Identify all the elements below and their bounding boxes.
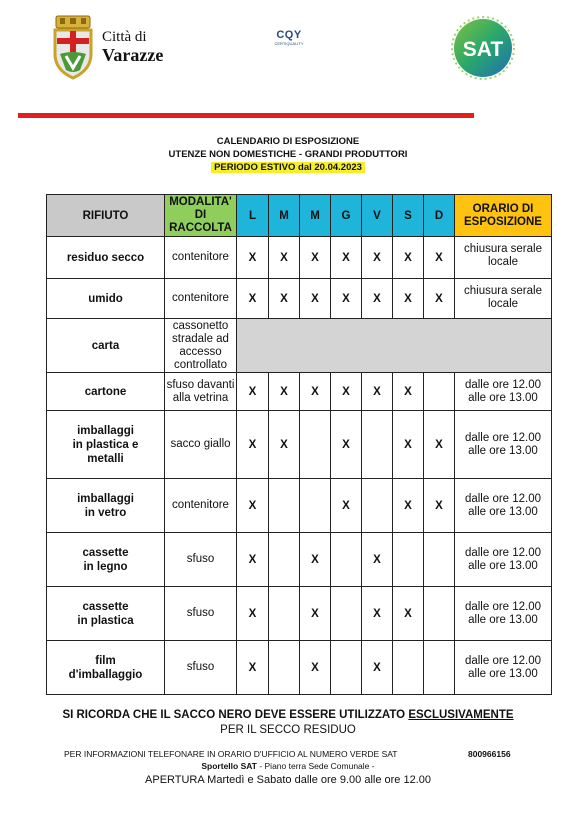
cell-day-mercoledi: X [300,533,331,587]
varazze-crest-logo [50,14,96,80]
table-row [47,411,552,479]
cell-day-venerdi: X [362,279,393,319]
header-orario: ORARIO DI ESPOSIZIONE [455,195,552,237]
cell-day-giovedi: X [331,237,362,279]
cell-day-mercoledi [300,411,331,479]
cell-day-giovedi: X [331,479,362,533]
cell-day-martedi [269,587,300,641]
cell-day-mercoledi [300,479,331,533]
cell-day-sabato: X [393,237,424,279]
cell-day-lunedi: X [237,533,269,587]
cell-day-domenica: X [424,279,455,319]
cell-modalita: sfuso davanti alla vetrina [165,373,237,411]
opening-hours: APERTURA Martedì e Sabato dalle ore 9.00 alle ore 12.00 [145,774,431,786]
cell-day-sabato: X [393,479,424,533]
cell-modalita: sfuso [165,587,237,641]
cell-day-sabato: X [393,279,424,319]
cell-orario: dalle ore 12.00 alle ore 13.00 [455,373,552,411]
sat-logo-text: SAT [462,38,504,61]
cell-orario: dalle ore 12.00 alle ore 13.00 [455,479,552,533]
cell-day-domenica: X [424,479,455,533]
cell-day-mercoledi: X [300,587,331,641]
cell-day-domenica: X [424,411,455,479]
cell-modalita: sacco giallo [165,411,237,479]
cell-day-giovedi: X [331,373,362,411]
city-line1: Città di [102,29,147,45]
city-line2: Varazze [102,44,164,65]
cell-day-mercoledi: X [300,641,331,695]
cell-day-mercoledi: X [300,373,331,411]
table-row [47,319,552,373]
title-calendar: CALENDARIO DI ESPOSIZIONE [216,136,360,147]
cell-day-venerdi [362,479,393,533]
title-period: PERIODO ESTIVO dal 20.04.2023 [211,162,365,173]
cell-day-sabato: X [393,587,424,641]
cell-day-lunedi: X [237,641,269,695]
cell-day-lunedi: X [237,237,269,279]
header-day-domenica: D [424,195,455,237]
city-name [102,30,163,65]
cell-day-giovedi [331,533,362,587]
cell-day-domenica: X [424,237,455,279]
header-day-venerdi: V [362,195,393,237]
header-day-giovedi: G [331,195,362,237]
cell-day-venerdi [362,411,393,479]
cell-orario: dalle ore 12.00 alle ore 13.00 [455,533,552,587]
collection-schedule-table [46,194,552,695]
cell-modalita: contenitore [165,479,237,533]
cell-day-giovedi: X [331,279,362,319]
cell-day-domenica [424,587,455,641]
cell-day-giovedi: X [331,411,362,479]
cell-rifiuto: residuo secco [47,237,165,279]
table-row [47,237,552,279]
cell-day-martedi [269,641,300,695]
table-row [47,533,552,587]
cell-orario: dalle ore 12.00 alle ore 13.00 [455,641,552,695]
table-row [47,587,552,641]
cell-day-domenica [424,641,455,695]
cell-rifiuto: cassette in legno [47,533,165,587]
cell-day-martedi: X [269,237,300,279]
phone-number: 800966156 [468,749,511,759]
cell-orario: chiusura serale locale [455,237,552,279]
cell-rifiuto: cartone [47,373,165,411]
cell-orario: chiusura serale locale [455,279,552,319]
cell-day-lunedi: X [237,279,269,319]
cell-modalita: sfuso [165,641,237,695]
cell-day-lunedi: X [237,587,269,641]
header-day-mercoledi: M [300,195,331,237]
cell-day-sabato: X [393,411,424,479]
cell-rifiuto: carta [47,319,165,373]
cell-day-venerdi: X [362,237,393,279]
cell-day-venerdi: X [362,533,393,587]
cell-day-sabato [393,533,424,587]
cell-rifiuto: imballaggi in plastica e metalli [47,411,165,479]
sat-logo [448,16,518,80]
table-row [47,279,552,319]
cell-orario: dalle ore 12.00 alle ore 13.00 [455,411,552,479]
cell-modalita: sfuso [165,533,237,587]
cell-day-martedi [269,533,300,587]
cell-day-sabato [393,641,424,695]
cell-rifiuto: film d'imballaggio [47,641,165,695]
cell-rifiuto: cassette in plastica [47,587,165,641]
cell-modalita: contenitore [165,237,237,279]
header-divider [18,113,474,118]
certiquality-logo [262,22,316,70]
header-day-martedi: M [269,195,300,237]
cell-day-martedi: X [269,411,300,479]
cert-mark: CQY [276,29,302,41]
header-day-sabato: S [393,195,424,237]
cell-rifiuto: imballaggi in vetro [47,479,165,533]
cell-day-giovedi [331,587,362,641]
header-day-lunedi: L [237,195,269,237]
table-row [47,479,552,533]
cell-day-lunedi: X [237,411,269,479]
cell-day-martedi [269,479,300,533]
notice-emphasis: ESCLUSIVAMENTE [408,709,514,721]
cell-modalita: contenitore [165,279,237,319]
cell-not-applicable [237,319,552,373]
cell-day-mercoledi: X [300,279,331,319]
table-row [47,641,552,695]
cell-modalita: cassonetto stradale ad accesso controllato [165,319,237,373]
cell-day-giovedi [331,641,362,695]
cell-day-venerdi: X [362,641,393,695]
cert-sub: CERTIQUALITY [274,41,304,46]
cell-rifiuto: umido [47,279,165,319]
cell-day-domenica [424,373,455,411]
cell-day-lunedi: X [237,479,269,533]
title-users: UTENZE NON DOMESTICHE - GRANDI PRODUTTORI [168,149,408,160]
cell-day-domenica [424,533,455,587]
cell-day-lunedi: X [237,373,269,411]
cell-day-sabato: X [393,373,424,411]
cell-day-mercoledi: X [300,237,331,279]
info-phone-text: PER INFORMAZIONI TELEFONARE IN ORARIO D'UFFICIO AL NUMERO VERDE SAT [64,749,398,759]
table-row [47,373,552,411]
cell-day-martedi: X [269,373,300,411]
notice-line2: PER IL SECCO RESIDUO [220,724,356,736]
notice-black-bag: SI RICORDA CHE IL SACCO NERO DEVE ESSERE UTILIZZATO ESCLUSIVAMENTE [62,709,514,721]
header-rifiuto: RIFIUTO [47,195,165,237]
office-location: Sportello SAT - Piano terra Sede Comunale - [201,761,375,771]
header-modalita: MODALITA' DI RACCOLTA [165,195,237,237]
cell-day-venerdi: X [362,587,393,641]
cell-orario: dalle ore 12.00 alle ore 13.00 [455,587,552,641]
table-header-row [47,195,552,237]
cell-day-martedi: X [269,279,300,319]
cell-day-venerdi: X [362,373,393,411]
